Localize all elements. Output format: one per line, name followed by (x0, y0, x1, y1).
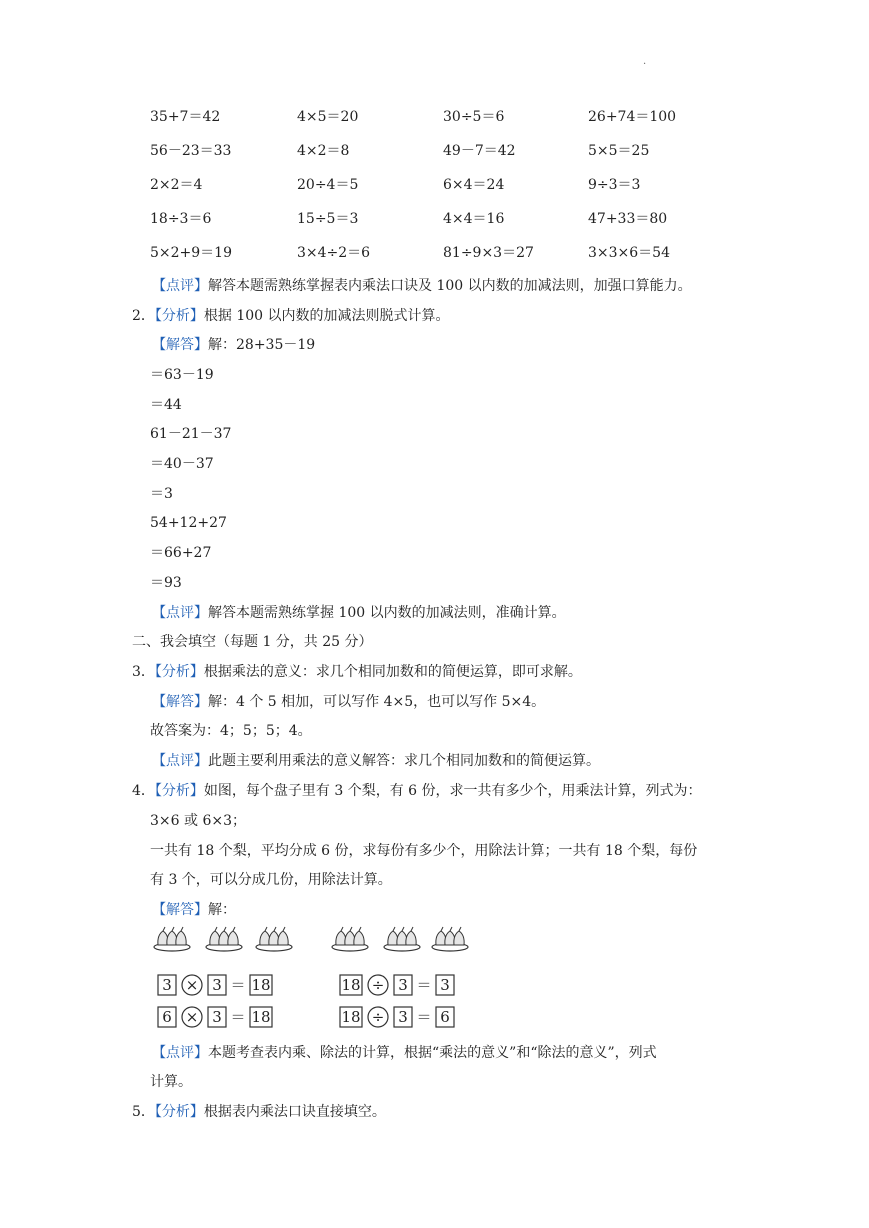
pear-stem-icon (172, 927, 174, 931)
answer-text: 解：4 个 5 相加，可以写作 4×5，也可以写作 5×4。 (208, 694, 546, 710)
analysis-line: 3×6 或 6×3； (150, 813, 246, 829)
answer-text: 解： (208, 902, 236, 918)
calc-step: 54+12+27 (150, 515, 227, 531)
number-box-value: 18 (341, 976, 361, 994)
comment-tag: 【点评】 (152, 753, 208, 769)
comment-tag: 【点评】 (152, 605, 208, 621)
number-box-value: 18 (251, 1008, 271, 1026)
calc-step: ＝44 (150, 397, 182, 413)
equals-sign: ＝ (416, 976, 432, 994)
analysis-text: 根据乘法的意义：求几个相同加数和的简便运算，即可求解。 (203, 664, 582, 680)
analysis-tag: 【分析】 (154, 783, 204, 799)
equals-sign: ＝ (230, 976, 246, 994)
number-box-value: 3 (162, 976, 172, 994)
number-box-value: 3 (440, 976, 450, 994)
pear-stem-icon (411, 927, 413, 931)
pear-icon (454, 931, 464, 945)
arith-equation: 47+33＝80 (588, 211, 668, 227)
pear-stem-icon (265, 927, 267, 931)
number-box-value: 18 (251, 976, 271, 994)
comment-text: 此题主要利用乘法的意义解答：求几个相同加数和的简便运算。 (208, 753, 600, 769)
answer-tag: 【解答】 (152, 337, 208, 353)
pear-stem-icon (350, 927, 352, 931)
arith-equation: 3×3×6＝54 (588, 245, 670, 261)
comment-text: 解答本题需熟练掌握表内乘法口诀及 100 以内数的加减法则，加强口算能力。 (208, 278, 692, 294)
q2-answer (152, 335, 315, 355)
pear-stem-icon (163, 927, 165, 931)
header-mark: . (643, 56, 647, 67)
pear-icon (228, 931, 238, 945)
q4-comment (152, 1043, 657, 1063)
arith-equation: 56－23＝33 (150, 143, 232, 159)
q4-analysis (132, 781, 702, 801)
pear-stem-icon (283, 927, 285, 931)
number-box-value: 6 (162, 1008, 172, 1026)
q2-comment (152, 603, 566, 623)
pear-icon (354, 931, 364, 945)
analysis-tag: 【分析】 (154, 664, 204, 680)
calc-step: ＝63－19 (150, 367, 214, 383)
comment-text: 解答本题需熟练掌握 100 以内数的加减法则，准确计算。 (208, 605, 566, 621)
q2-analysis (132, 306, 450, 326)
equals-sign: ＝ (230, 1008, 246, 1026)
q3-answer (152, 692, 545, 712)
pear-stem-icon (233, 927, 235, 931)
q5-analysis (132, 1102, 386, 1122)
analysis-line: 有 3 个，可以分成几份，用除法计算。 (150, 872, 392, 888)
arith-equation: 49－7＝42 (443, 143, 516, 159)
operator-symbol: ÷ (371, 1008, 385, 1026)
q1-comment (152, 276, 692, 296)
arith-equation: 18÷3＝6 (150, 211, 212, 227)
operator-symbol: × (185, 976, 199, 994)
q3-result: 故答案为：4；5；5；4。 (150, 723, 312, 739)
comment-line: 计算。 (150, 1074, 192, 1090)
figure-svg (150, 925, 472, 1037)
arith-equation: 5×2+9＝19 (150, 245, 232, 261)
number-box-value: 3 (212, 1008, 222, 1026)
question-number: 5． (132, 1104, 155, 1120)
pear-stem-icon (181, 927, 183, 931)
analysis-tag: 【分析】 (154, 308, 204, 324)
arith-equation: 81÷9×3＝27 (443, 245, 534, 261)
pear-stem-icon (224, 927, 226, 931)
question-number: 3． (132, 664, 155, 680)
number-box-value: 3 (398, 1008, 408, 1026)
pear-stem-icon (450, 927, 452, 931)
analysis-text: 根据 100 以内数的加减法则脱式计算。 (203, 308, 450, 324)
operator-symbol: × (185, 1008, 199, 1026)
arith-equation: 2×2＝4 (150, 177, 203, 193)
arith-equation: 30÷5＝6 (443, 109, 505, 125)
analysis-text: 如图，每个盘子里有 3 个梨，有 6 份，求一共有多少个，用乘法计算，列式为： (203, 783, 702, 799)
q3-comment (152, 751, 600, 771)
answer-tag: 【解答】 (152, 902, 208, 918)
pear-stem-icon (359, 927, 361, 931)
q3-analysis (132, 662, 582, 682)
arith-equation: 4×2＝8 (297, 143, 350, 159)
arith-equation: 4×5＝20 (297, 109, 359, 125)
arith-equation: 5×5＝25 (588, 143, 650, 159)
arith-equation: 26+74＝100 (588, 109, 677, 125)
pear-equation-figure (150, 925, 472, 1037)
pear-icon (406, 931, 416, 945)
pear-stem-icon (393, 927, 395, 931)
pear-stem-icon (441, 927, 443, 931)
equals-sign: ＝ (416, 1008, 432, 1026)
question-number: 2． (132, 308, 155, 324)
calc-step: ＝93 (150, 575, 182, 591)
pear-stem-icon (341, 927, 343, 931)
number-box-value: 18 (341, 1008, 361, 1026)
answer-tag: 【解答】 (152, 694, 208, 710)
number-box-value: 6 (440, 1008, 450, 1026)
arith-equation: 15÷5＝3 (297, 211, 359, 227)
arith-equation: 4×4＝16 (443, 211, 505, 227)
pear-icon (278, 931, 288, 945)
number-box-value: 3 (212, 976, 222, 994)
question-number: 4． (132, 783, 155, 799)
section-heading: 二、我会填空（每题 1 分，共 25 分） (132, 634, 373, 650)
calc-step: ＝3 (150, 486, 173, 502)
operator-symbol: ÷ (371, 976, 385, 994)
arith-equation: 20÷4＝5 (297, 177, 359, 193)
calc-step: ＝66+27 (150, 545, 212, 561)
comment-tag: 【点评】 (152, 1045, 208, 1061)
q4-answer (152, 900, 236, 920)
arith-equation: 9÷3＝3 (588, 177, 641, 193)
analysis-line: 一共有 18 个梨，平均分成 6 份，求每份有多少个，用除法计算；一共有 18 个梨，每份 (150, 843, 698, 859)
comment-tag: 【点评】 (152, 278, 208, 294)
pear-stem-icon (402, 927, 404, 931)
pear-stem-icon (274, 927, 276, 931)
pear-icon (176, 931, 186, 945)
analysis-text: 根据表内乘法口诀直接填空。 (203, 1104, 386, 1120)
pear-stem-icon (215, 927, 217, 931)
analysis-tag: 【分析】 (154, 1104, 204, 1120)
calc-step: ＝40－37 (150, 456, 214, 472)
arith-equation: 35+7＝42 (150, 109, 221, 125)
pear-stem-icon (459, 927, 461, 931)
number-box-value: 3 (398, 976, 408, 994)
arith-equation: 3×4÷2＝6 (297, 245, 371, 261)
calc-step: 61－21－37 (150, 426, 232, 442)
answer-text: 解：28+35－19 (208, 337, 316, 353)
comment-text: 本题考查表内乘、除法的计算，根据“乘法的意义”和“除法的意义”，列式 (208, 1045, 657, 1061)
arith-equation: 6×4＝24 (443, 177, 505, 193)
